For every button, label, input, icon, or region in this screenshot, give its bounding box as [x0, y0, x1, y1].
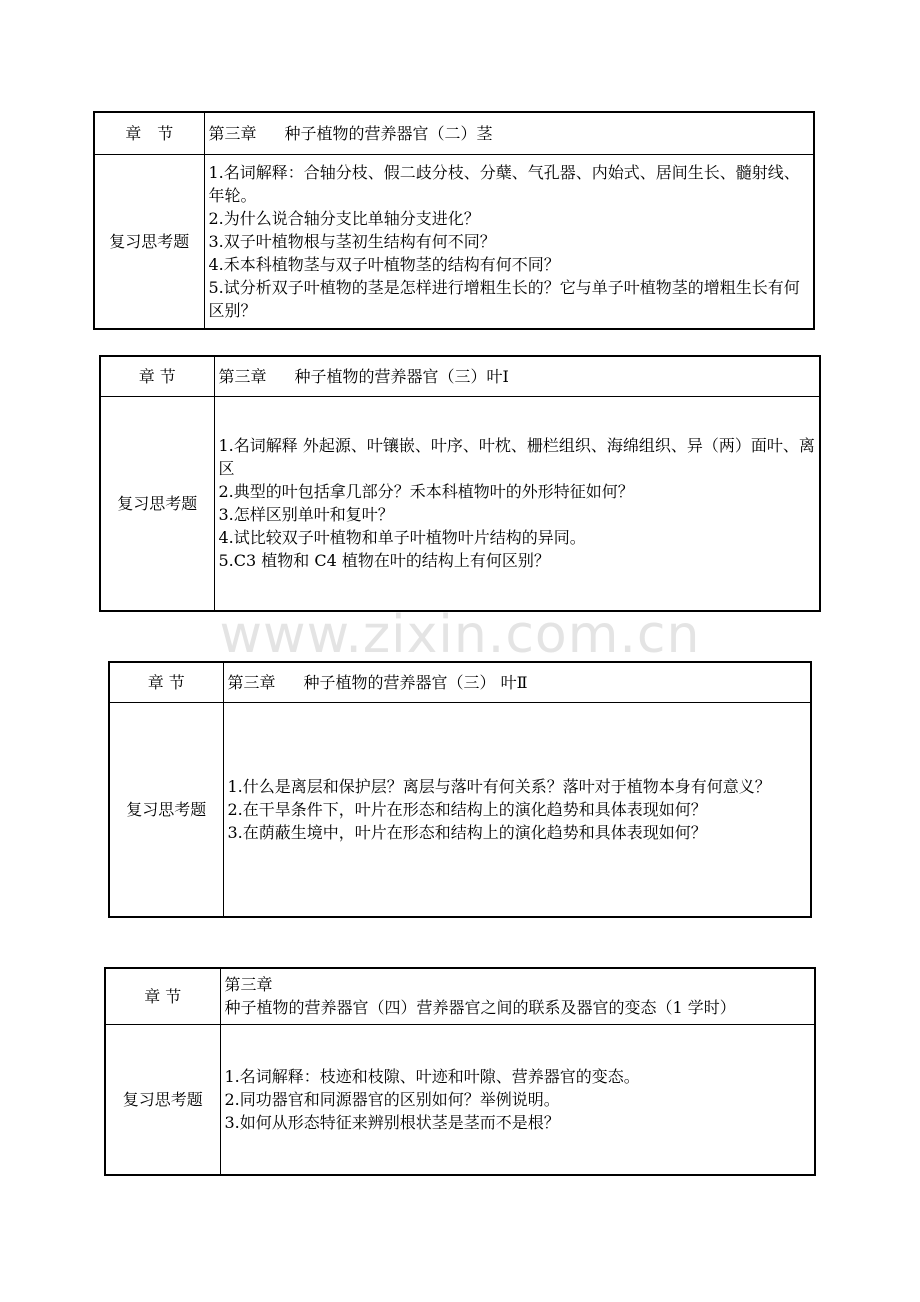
- chapter-title-cell: [220, 968, 815, 1024]
- section-label: 章 节: [94, 112, 204, 154]
- questions-list: [214, 396, 820, 611]
- questions-list: [223, 702, 811, 917]
- question-item: 3.在荫蔽生境中，叶片在形态和结构上的演化趋势和具体表现如何？: [227, 822, 707, 842]
- question-item: 3.怎样区别单叶和复叶？: [218, 505, 394, 525]
- question-item: 1.名词解释：枝迹和枝隙、叶迹和叶隙、营养器官的变态。: [224, 1066, 640, 1086]
- chapter-number: 第三章: [224, 975, 273, 995]
- chapter-number: 第三章: [208, 123, 257, 143]
- question-item: 2.同功器官和同源器官的区别如何？举例说明。: [224, 1089, 560, 1109]
- chapter-title: 种子植物的营养器官（三）叶Ⅰ: [294, 366, 509, 386]
- review-table-organ-relations: [104, 967, 816, 1176]
- section-label: 章 节: [105, 968, 220, 1024]
- question-item: 5.C3 植物和 C4 植物在叶的结构上有何区别？: [218, 551, 550, 571]
- chapter-number: 第三章: [227, 672, 276, 692]
- question-item: 3.双子叶植物根与茎初生结构有何不同？: [208, 231, 496, 251]
- chapter-number: 第三章: [218, 366, 267, 386]
- section-label: 章 节: [109, 662, 223, 702]
- questions-label: 复习思考题: [94, 154, 204, 329]
- section-label: 章 节: [100, 356, 214, 396]
- review-table-leaf-2: [108, 661, 812, 918]
- question-item: 2.典型的叶包括拿几部分？禾本科植物叶的外形特征如何？: [218, 482, 634, 502]
- question-item: 2.为什么说合轴分支比单轴分支进化？: [208, 208, 480, 228]
- question-item: 5.试分析双子叶植物的茎是怎样进行增粗生长的？它与单子叶植物茎的增粗生长有何区别？: [208, 277, 800, 320]
- question-item: 3.如何从形态特征来辨别根状茎是茎而不是根？: [224, 1112, 560, 1132]
- chapter-title: 种子植物的营养器官（二）茎: [284, 123, 493, 143]
- review-table-stem: [93, 111, 815, 330]
- question-item: 1.什么是离层和保护层？离层与落叶有何关系？落叶对于植物本身有何意义？: [227, 776, 771, 796]
- review-table-leaf-1: [99, 355, 821, 612]
- chapter-title-cell: [214, 356, 820, 396]
- chapter-title-cell: [204, 112, 814, 154]
- chapter-title: 种子植物的营养器官（三） 叶Ⅱ: [303, 672, 528, 692]
- questions-label: 复习思考题: [100, 396, 214, 611]
- question-item: 4.禾本科植物茎与双子叶植物茎的结构有何不同？: [208, 254, 560, 274]
- questions-list: [204, 154, 814, 329]
- chapter-title-cell: [223, 662, 811, 702]
- questions-label: 复习思考题: [109, 702, 223, 917]
- questions-list: [220, 1024, 815, 1175]
- question-item: 2.在干旱条件下，叶片在形态和结构上的演化趋势和具体表现如何？: [227, 799, 707, 819]
- question-item: 4.试比较双子叶植物和单子叶植物叶片结构的异同。: [218, 528, 586, 548]
- question-item: 1.名词解释 外起源、叶镶嵌、叶序、叶枕、栅栏组织、海绵组织、异（两）面叶、离区: [218, 436, 815, 479]
- watermark: www.zixin.com.cn: [219, 605, 701, 665]
- questions-label: 复习思考题: [105, 1024, 220, 1175]
- question-item: 1.名词解释：合轴分枝、假二歧分枝、分蘖、气孔器、内始式、居间生长、髓射线、年轮。: [208, 162, 800, 205]
- chapter-title: 种子植物的营养器官（四）营养器官之间的联系及器官的变态（1 学时）: [224, 998, 736, 1018]
